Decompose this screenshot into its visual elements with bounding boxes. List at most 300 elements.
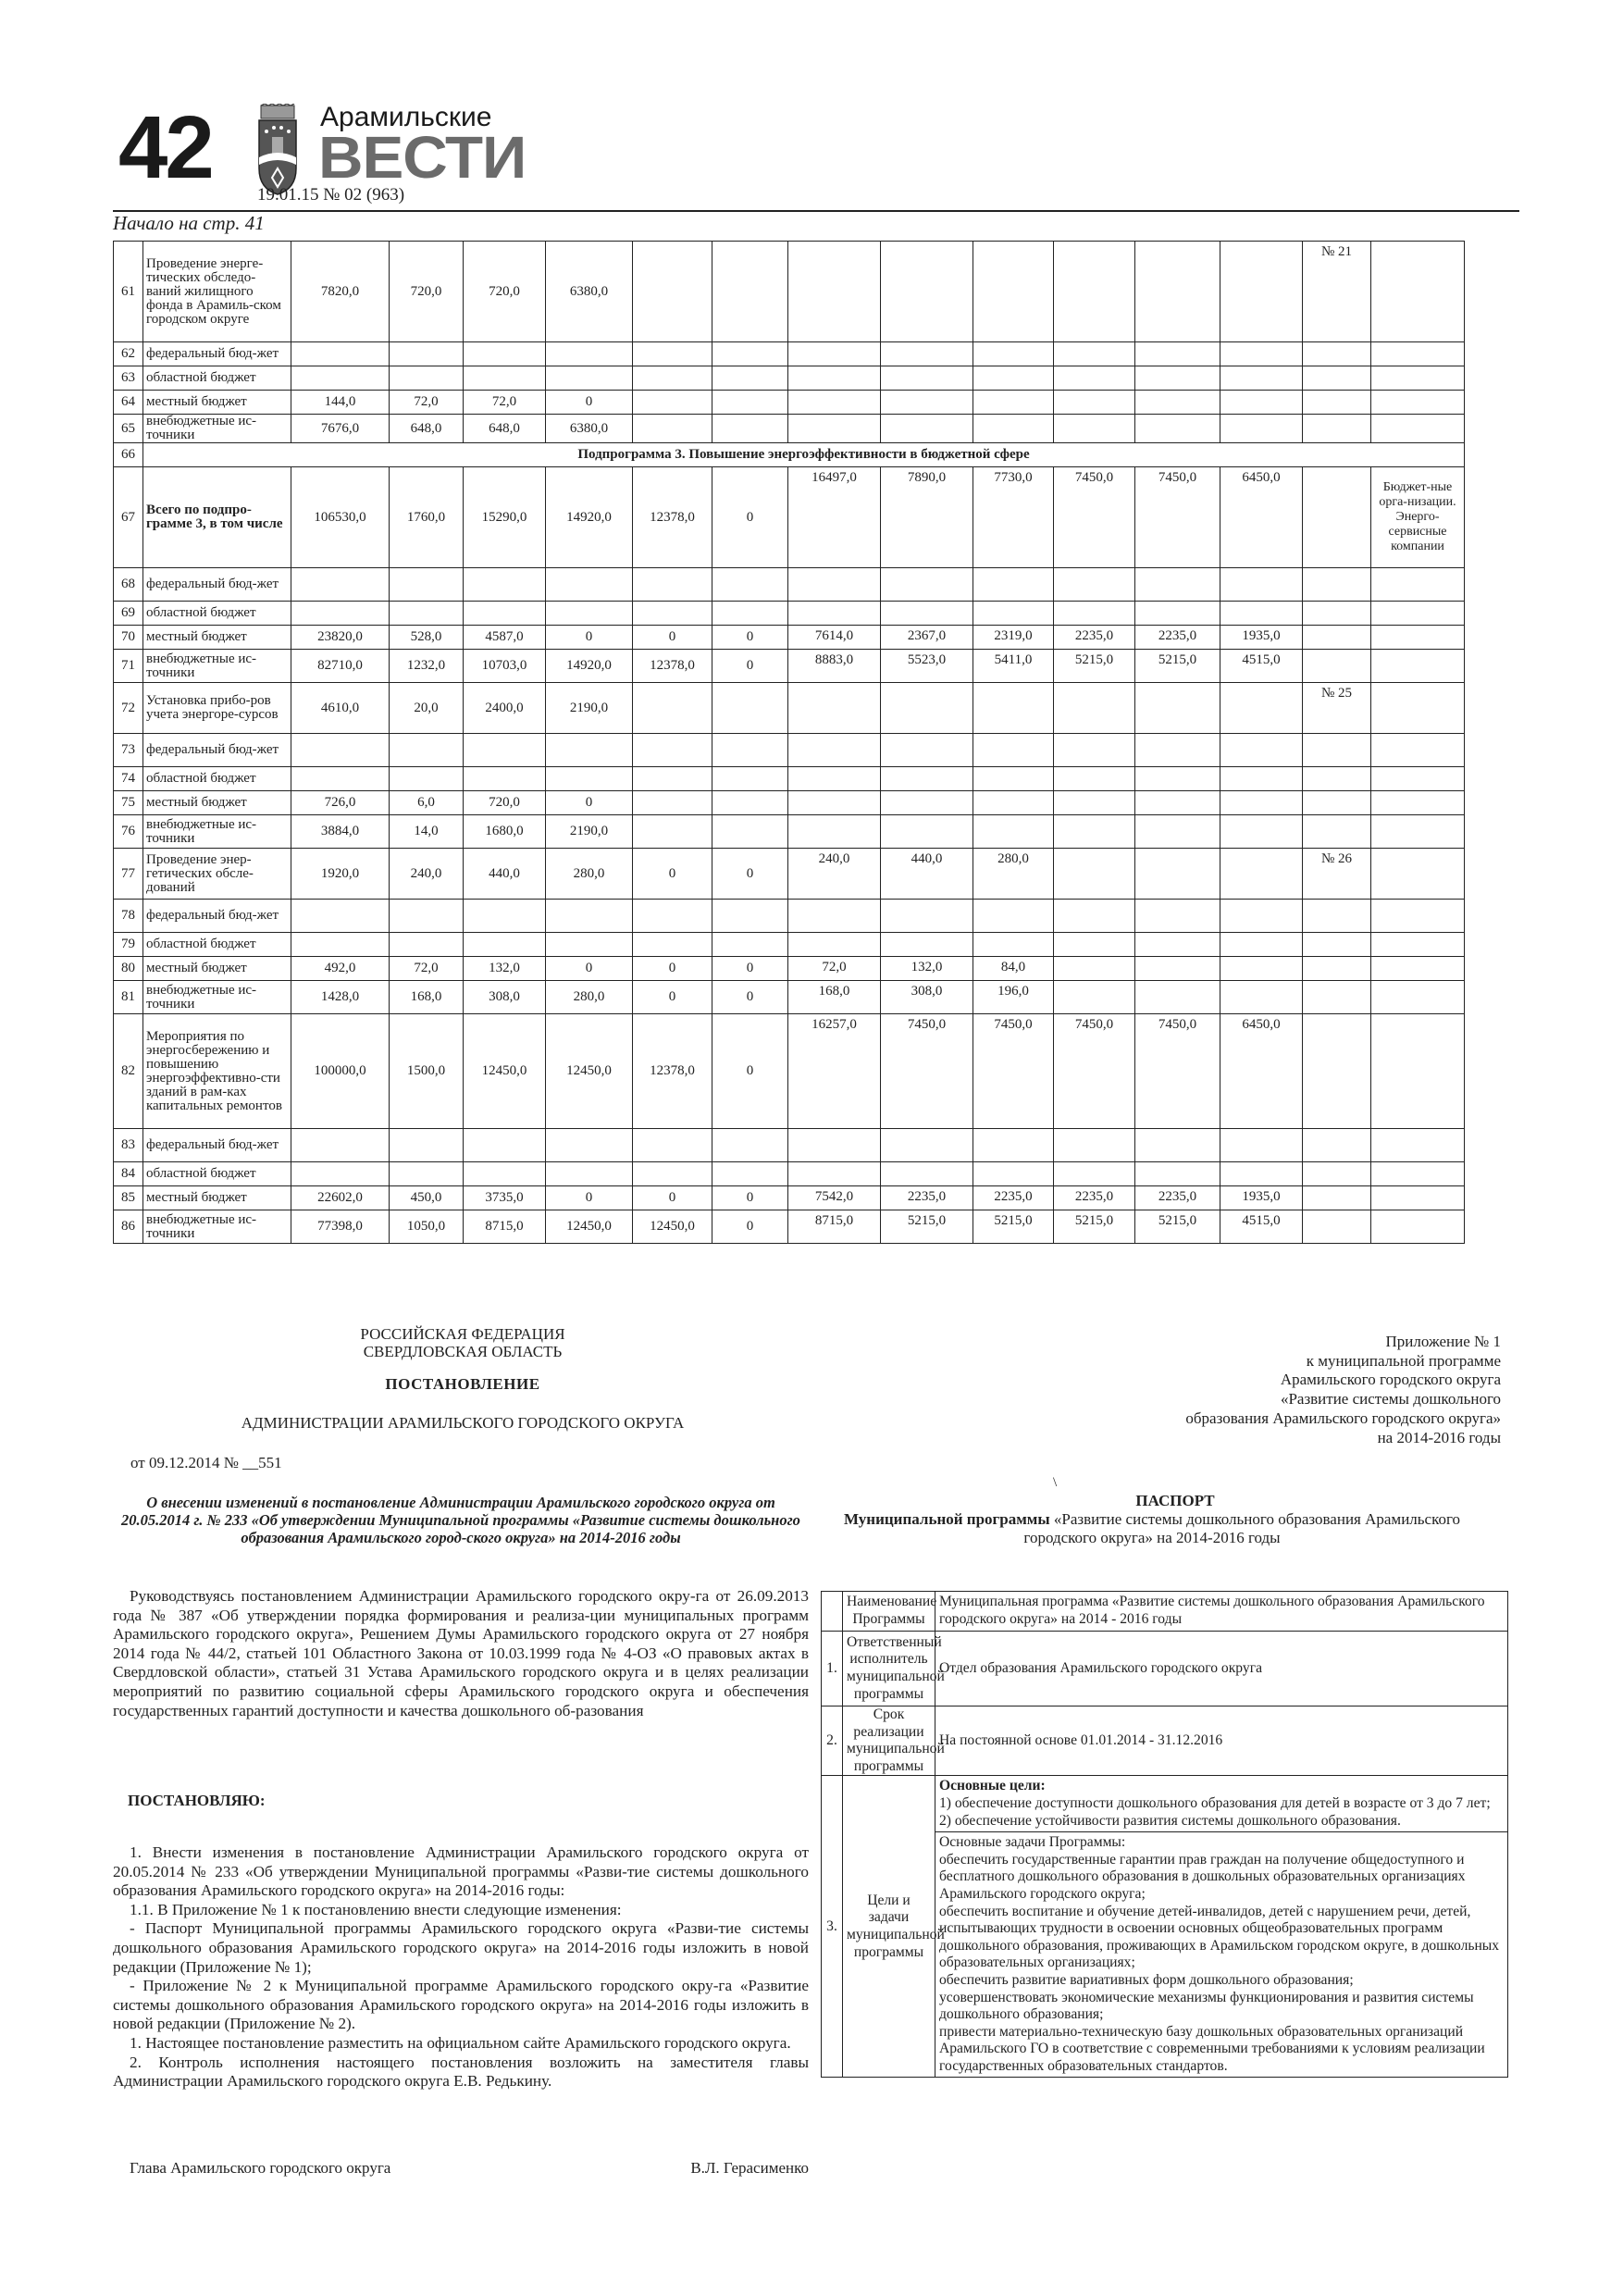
value-cell [881, 391, 973, 415]
value-cell [633, 791, 712, 815]
value-cell [881, 900, 973, 933]
value-cell [633, 602, 712, 626]
value-cell [788, 734, 881, 767]
passport-subtitle-bold: Муниципальной программы [843, 1510, 1050, 1528]
value-cell [390, 602, 464, 626]
row-number: 84 [114, 1162, 143, 1186]
value-cell: 12378,0 [633, 650, 712, 683]
value-cell: 5215,0 [1054, 650, 1135, 683]
row-number: 66 [114, 443, 143, 467]
value-cell [464, 767, 546, 791]
decree-item: 1. Настоящее постановление разместить на официальном сайте Арамильского городского округа. [130, 2033, 791, 2052]
passport-row [822, 1776, 1508, 1832]
value-cell [973, 734, 1054, 767]
value-cell: 5215,0 [881, 1210, 973, 1244]
value-cell: 0 [712, 1186, 788, 1210]
value-cell [390, 900, 464, 933]
value-cell: 8715,0 [464, 1210, 546, 1244]
reference-cell [1303, 366, 1371, 391]
goal-item: 1) обеспечение доступности дошкольного образования для детей в возрасте от 3 до 7 лет; [939, 1794, 1491, 1811]
value-cell: 0 [712, 650, 788, 683]
value-cell: 280,0 [546, 981, 633, 1014]
value-cell [633, 342, 712, 366]
value-cell: 2400,0 [464, 683, 546, 734]
row-label: федеральный бюд-жет [143, 734, 291, 767]
value-cell [633, 767, 712, 791]
value-cell: 7542,0 [788, 1186, 881, 1210]
value-cell [1054, 391, 1135, 415]
value-cell [1220, 1129, 1303, 1162]
reference-cell [1303, 568, 1371, 602]
value-cell [788, 900, 881, 933]
value-cell: 528,0 [390, 626, 464, 650]
value-cell [546, 366, 633, 391]
value-cell [712, 568, 788, 602]
decree-heading: ПОСТАНОВЛЯЮ: [128, 1792, 266, 1809]
table-row [114, 849, 1465, 900]
value-cell [881, 1129, 973, 1162]
value-cell: 4587,0 [464, 626, 546, 650]
value-cell: 12450,0 [546, 1210, 633, 1244]
table-row [114, 342, 1465, 366]
executor-cell [1371, 650, 1465, 683]
row-number: 78 [114, 900, 143, 933]
row-label: местный бюджет [143, 626, 291, 650]
value-cell [1135, 242, 1220, 342]
passport-row [822, 1632, 1508, 1706]
passport-subtitle-rest: «Развитие системы дошкольного образования Арамильского городского округа» на 2014-2016 годы [1023, 1510, 1461, 1546]
value-cell [1135, 849, 1220, 900]
region-name: СВЕРДЛОВСКАЯ ОБЛАСТЬ [363, 1343, 563, 1360]
value-cell: 12450,0 [464, 1014, 546, 1129]
value-cell [464, 342, 546, 366]
value-cell [633, 1129, 712, 1162]
value-cell [1135, 734, 1220, 767]
decree-item: 1. Внести изменения в постановление Администрации Арамильского городского округа от 20.05.2014 № 233 «Об утверждении Муниципальной программы «Разви-тие системы дошкольного образования Арамильского городского округа» на 2014-2016 годы: [113, 1843, 809, 1900]
value-cell: 0 [712, 467, 788, 568]
value-cell: 1935,0 [1220, 1186, 1303, 1210]
reference-cell [1303, 1186, 1371, 1210]
passport-row-value: Муниципальная программа «Развитие системы дошкольного образования Арамильского городского округа» на 2014 - 2016 годы [935, 1592, 1508, 1632]
value-cell: 440,0 [464, 849, 546, 900]
value-cell: 1428,0 [291, 981, 390, 1014]
value-cell: 100000,0 [291, 1014, 390, 1129]
table-row [114, 1014, 1465, 1129]
value-cell [712, 1129, 788, 1162]
reference-cell [1303, 1210, 1371, 1244]
table-row [114, 933, 1465, 957]
row-number: 79 [114, 933, 143, 957]
continued-note: Начало на стр. 41 [113, 212, 265, 234]
reference-cell [1303, 342, 1371, 366]
task-item: обеспечить государственные гарантии прав граждан на получение общедоступного и бесплатного дошкольного образования в дошкольных образовательных организациях Арамильского городского округа; [939, 1851, 1466, 1902]
reference-cell: № 25 [1303, 683, 1371, 734]
value-cell [546, 933, 633, 957]
row-label: Всего по подпро-грамме 3, в том числе [143, 467, 291, 568]
value-cell [712, 602, 788, 626]
passport-row-num [822, 1592, 843, 1632]
value-cell [464, 900, 546, 933]
value-cell [881, 568, 973, 602]
value-cell [1220, 734, 1303, 767]
value-cell: 8883,0 [788, 650, 881, 683]
value-cell: 0 [546, 626, 633, 650]
reference-cell [1303, 791, 1371, 815]
passport-row-name: Ответственный исполнитель муниципальной программы [843, 1632, 935, 1706]
value-cell [1220, 933, 1303, 957]
value-cell: 1920,0 [291, 849, 390, 900]
value-cell [1054, 957, 1135, 981]
reference-cell [1303, 626, 1371, 650]
value-cell: 6380,0 [546, 415, 633, 443]
value-cell [788, 767, 881, 791]
value-cell: 6450,0 [1220, 467, 1303, 568]
value-cell [788, 1129, 881, 1162]
table-row [114, 1162, 1465, 1186]
executor-cell [1371, 900, 1465, 933]
row-number: 69 [114, 602, 143, 626]
value-cell: 0 [546, 791, 633, 815]
value-cell: 720,0 [464, 242, 546, 342]
executor-cell [1371, 342, 1465, 366]
table-row [114, 626, 1465, 650]
reference-cell [1303, 981, 1371, 1014]
value-cell: 648,0 [464, 415, 546, 443]
passport-row [822, 1592, 1508, 1632]
value-cell [788, 683, 881, 734]
value-cell: 5215,0 [973, 1210, 1054, 1244]
value-cell [1220, 767, 1303, 791]
row-number: 77 [114, 849, 143, 900]
table-row [114, 415, 1465, 443]
value-cell: 6450,0 [1220, 1014, 1303, 1129]
executor-cell [1371, 1210, 1465, 1244]
value-cell [712, 391, 788, 415]
value-cell: 5523,0 [881, 650, 973, 683]
table-row [114, 900, 1465, 933]
value-cell: 12378,0 [633, 1014, 712, 1129]
value-cell [1054, 415, 1135, 443]
reference-cell [1303, 391, 1371, 415]
value-cell: 7450,0 [1054, 467, 1135, 568]
country-heading [259, 1325, 666, 1360]
value-cell [291, 734, 390, 767]
value-cell [712, 767, 788, 791]
value-cell [291, 767, 390, 791]
executor-cell [1371, 242, 1465, 342]
value-cell [881, 683, 973, 734]
value-cell: 648,0 [390, 415, 464, 443]
passport-row-num: 1. [822, 1632, 843, 1706]
value-cell [464, 1129, 546, 1162]
value-cell [881, 1162, 973, 1186]
value-cell: 106530,0 [291, 467, 390, 568]
value-cell [788, 602, 881, 626]
decree-items [113, 1843, 809, 2091]
value-cell: 82710,0 [291, 650, 390, 683]
decree-item: 1.1. В Приложение № 1 к постановлению внести следующие изменения: [130, 1900, 622, 1918]
value-cell [1135, 415, 1220, 443]
value-cell [546, 1129, 633, 1162]
row-number: 73 [114, 734, 143, 767]
row-label: областной бюджет [143, 767, 291, 791]
row-label: местный бюджет [143, 957, 291, 981]
row-label: внебюджетные ис-точники [143, 650, 291, 683]
value-cell [712, 815, 788, 849]
subprogram-row [114, 443, 1465, 467]
resolution-title: О внесении изменений в постановление Администрации Арамильского городского округа от 20.05.2014 г. № 233 «Об утверждении Муниципальной программы «Развитие системы дошкольного образования Арамильского город-ского округа» на 2014-2016 годы [121, 1494, 800, 1546]
value-cell: 132,0 [464, 957, 546, 981]
reference-cell [1303, 767, 1371, 791]
subprogram-title: Подпрограмма 3. Повышение энергоэффективности в бюджетной сфере [143, 443, 1465, 467]
value-cell [973, 933, 1054, 957]
row-number: 67 [114, 467, 143, 568]
value-cell [390, 767, 464, 791]
row-label: областной бюджет [143, 1162, 291, 1186]
appendix-line: «Развитие системы дошкольного [1280, 1390, 1501, 1409]
table-row [114, 1186, 1465, 1210]
value-cell: 450,0 [390, 1186, 464, 1210]
value-cell: 7450,0 [1054, 1014, 1135, 1129]
row-label: Установка прибо-ров учета энергоре-сурсов [143, 683, 291, 734]
table-row [114, 568, 1465, 602]
value-cell: 15290,0 [464, 467, 546, 568]
row-label: внебюджетные ис-точники [143, 815, 291, 849]
value-cell [712, 415, 788, 443]
row-label: областной бюджет [143, 602, 291, 626]
budget-table [113, 241, 1465, 1244]
passport-row-name: Срок реализации муниципальной программы [843, 1706, 935, 1776]
reference-cell [1303, 415, 1371, 443]
value-cell [1054, 242, 1135, 342]
value-cell: 84,0 [973, 957, 1054, 981]
value-cell: 1935,0 [1220, 626, 1303, 650]
value-cell [712, 366, 788, 391]
passport-subtitle [833, 1510, 1471, 1547]
value-cell [881, 415, 973, 443]
value-cell: 4515,0 [1220, 650, 1303, 683]
value-cell: 144,0 [291, 391, 390, 415]
value-cell [1135, 602, 1220, 626]
row-label: внебюджетные ис-точники [143, 981, 291, 1014]
value-cell [633, 900, 712, 933]
value-cell [1220, 1162, 1303, 1186]
reference-cell [1303, 602, 1371, 626]
value-cell: 240,0 [390, 849, 464, 900]
row-label: внебюджетные ис-точники [143, 1210, 291, 1244]
value-cell [291, 366, 390, 391]
row-number: 75 [114, 791, 143, 815]
value-cell: 1050,0 [390, 1210, 464, 1244]
value-cell [881, 767, 973, 791]
value-cell: 14920,0 [546, 650, 633, 683]
value-cell [1135, 981, 1220, 1014]
decree-item: 2. Контроль исполнения настоящего постановления возложить на заместителя главы Администрации Арамильского городского округа Е.В. Редькину. [113, 2053, 809, 2091]
value-cell [464, 1162, 546, 1186]
value-cell [633, 683, 712, 734]
value-cell [390, 734, 464, 767]
value-cell: 7676,0 [291, 415, 390, 443]
table-row [114, 242, 1465, 342]
value-cell [1054, 933, 1135, 957]
value-cell [881, 815, 973, 849]
executor-cell [1371, 933, 1465, 957]
value-cell [464, 933, 546, 957]
reference-cell [1303, 734, 1371, 767]
value-cell: 0 [546, 391, 633, 415]
passport-row-num: 2. [822, 1706, 843, 1776]
value-cell [881, 933, 973, 957]
value-cell [1220, 602, 1303, 626]
value-cell: 0 [712, 981, 788, 1014]
value-cell: 6,0 [390, 791, 464, 815]
value-cell: 7450,0 [881, 1014, 973, 1129]
value-cell [788, 568, 881, 602]
value-cell [1135, 366, 1220, 391]
table-row [114, 366, 1465, 391]
value-cell: 7450,0 [973, 1014, 1054, 1129]
appendix-line: Приложение № 1 [1385, 1333, 1501, 1350]
row-number: 72 [114, 683, 143, 734]
brand-subtitle: Арамильские [320, 102, 492, 132]
value-cell: 726,0 [291, 791, 390, 815]
passport-row-value: Отдел образования Арамильского городского округа [935, 1632, 1508, 1706]
value-cell [973, 767, 1054, 791]
value-cell [973, 1162, 1054, 1186]
row-number: 76 [114, 815, 143, 849]
value-cell: 2235,0 [1054, 1186, 1135, 1210]
row-number: 68 [114, 568, 143, 602]
task-item: усовершенствовать экономические механизмы функционирования и развития системы дошкольного образования; [939, 1989, 1474, 2023]
value-cell [881, 791, 973, 815]
value-cell [1220, 415, 1303, 443]
value-cell: 2235,0 [1135, 626, 1220, 650]
value-cell: 168,0 [788, 981, 881, 1014]
passport-row-name: Цели и задачи муниципальной программы [843, 1776, 935, 2078]
value-cell: 720,0 [390, 242, 464, 342]
value-cell: 4610,0 [291, 683, 390, 734]
row-number: 62 [114, 342, 143, 366]
reference-cell [1303, 1162, 1371, 1186]
appendix-line: на 2014-2016 годы [1377, 1428, 1501, 1446]
value-cell: 132,0 [881, 957, 973, 981]
passport-row-num: 3. [822, 1776, 843, 2078]
value-cell [1054, 568, 1135, 602]
value-cell [712, 683, 788, 734]
value-cell: 168,0 [390, 981, 464, 1014]
value-cell [633, 391, 712, 415]
value-cell [1054, 734, 1135, 767]
value-cell: 72,0 [390, 391, 464, 415]
task-item: привести материально-техническую базу дошкольных образовательных организаций Арамильского ГО в соответствие с современными требованиями к условиям реализации государственных образовательных стандартов. [939, 2023, 1485, 2074]
executor-cell [1371, 791, 1465, 815]
value-cell [291, 1162, 390, 1186]
passport-table [821, 1591, 1508, 2078]
value-cell [788, 242, 881, 342]
value-cell [973, 815, 1054, 849]
value-cell: 440,0 [881, 849, 973, 900]
value-cell: 1680,0 [464, 815, 546, 849]
value-cell [1220, 791, 1303, 815]
row-number: 80 [114, 957, 143, 981]
value-cell [881, 366, 973, 391]
value-cell [291, 933, 390, 957]
country-name: РОССИЙСКАЯ ФЕДЕРАЦИЯ [360, 1325, 565, 1343]
tasks-heading: Основные задачи Программы: [939, 1834, 1126, 1851]
value-cell [881, 734, 973, 767]
value-cell: 12378,0 [633, 467, 712, 568]
value-cell: 20,0 [390, 683, 464, 734]
appendix-line: к муниципальной программе [1306, 1351, 1501, 1370]
value-cell [633, 815, 712, 849]
row-label: федеральный бюд-жет [143, 342, 291, 366]
value-cell: 0 [546, 957, 633, 981]
preamble: Руководствуясь постановлением Администрации Арамильского городского окру-га от 26.09.2013 года № 387 «Об утверждении порядка формирования и реализа-ции муниципальных программ Арамильского городского округа», Решением Думы Арамильского городского округа от 27 ноября 2014 года № 44/2, статьей 101 Областного Закона от 10.03.1999 года № 4-ОЗ «О правовых актах в Свердловской области», статьей 31 Устава Арамильского городского округа и в целях реализации мероприятий по развитию социальной сферы Арамильского городского округа и обеспечения государственных гарантий доступности и качества дошкольного об-разования [113, 1587, 809, 1719]
executor-cell: Бюджет-ные орга-низации. Энерго-сервисные компании [1371, 467, 1465, 568]
value-cell: 0 [633, 849, 712, 900]
row-label: областной бюджет [143, 366, 291, 391]
value-cell [291, 602, 390, 626]
reference-cell [1303, 467, 1371, 568]
value-cell [881, 242, 973, 342]
table-row [114, 1210, 1465, 1244]
value-cell [1220, 815, 1303, 849]
value-cell: 2190,0 [546, 683, 633, 734]
value-cell [1135, 900, 1220, 933]
table-row [114, 815, 1465, 849]
value-cell [881, 342, 973, 366]
value-cell: 1232,0 [390, 650, 464, 683]
stray-mark: \ [1053, 1475, 1058, 1490]
value-cell [291, 900, 390, 933]
value-cell: 72,0 [788, 957, 881, 981]
value-cell: 2367,0 [881, 626, 973, 650]
value-cell [390, 933, 464, 957]
value-cell: 7450,0 [1135, 1014, 1220, 1129]
passport-row [822, 1706, 1508, 1776]
executor-cell [1371, 1162, 1465, 1186]
value-cell [973, 366, 1054, 391]
value-cell [546, 602, 633, 626]
value-cell: 720,0 [464, 791, 546, 815]
row-label: местный бюджет [143, 391, 291, 415]
value-cell: 492,0 [291, 957, 390, 981]
value-cell: 280,0 [973, 849, 1054, 900]
task-item: обеспечить развитие вариативных форм дошкольного образования; [939, 1971, 1354, 1988]
value-cell: 196,0 [973, 981, 1054, 1014]
value-cell: 4515,0 [1220, 1210, 1303, 1244]
value-cell: 280,0 [546, 849, 633, 900]
value-cell [1054, 602, 1135, 626]
goals-cell [935, 1776, 1508, 1832]
value-cell [546, 767, 633, 791]
value-cell [633, 734, 712, 767]
appendix-line: образования Арамильского городского округа» [1185, 1409, 1501, 1427]
value-cell [712, 933, 788, 957]
value-cell [1220, 391, 1303, 415]
value-cell: 2319,0 [973, 626, 1054, 650]
executor-cell [1371, 391, 1465, 415]
executor-cell [1371, 1129, 1465, 1162]
value-cell [1220, 957, 1303, 981]
value-cell [546, 734, 633, 767]
row-label: Проведение энер-гетических обсле-дований [143, 849, 291, 900]
task-item: обеспечить воспитание и обучение детей-инвалидов, детей с нарушением речи, детей, испытывающих трудности в освоении основных общеобразовательных программ дошкольного образования, проживающих в Арамильском городском округе, в дошкольных образовательных организациях; [939, 1903, 1500, 1971]
executor-cell [1371, 1186, 1465, 1210]
value-cell: 16257,0 [788, 1014, 881, 1129]
executor-cell [1371, 415, 1465, 443]
value-cell [1054, 815, 1135, 849]
